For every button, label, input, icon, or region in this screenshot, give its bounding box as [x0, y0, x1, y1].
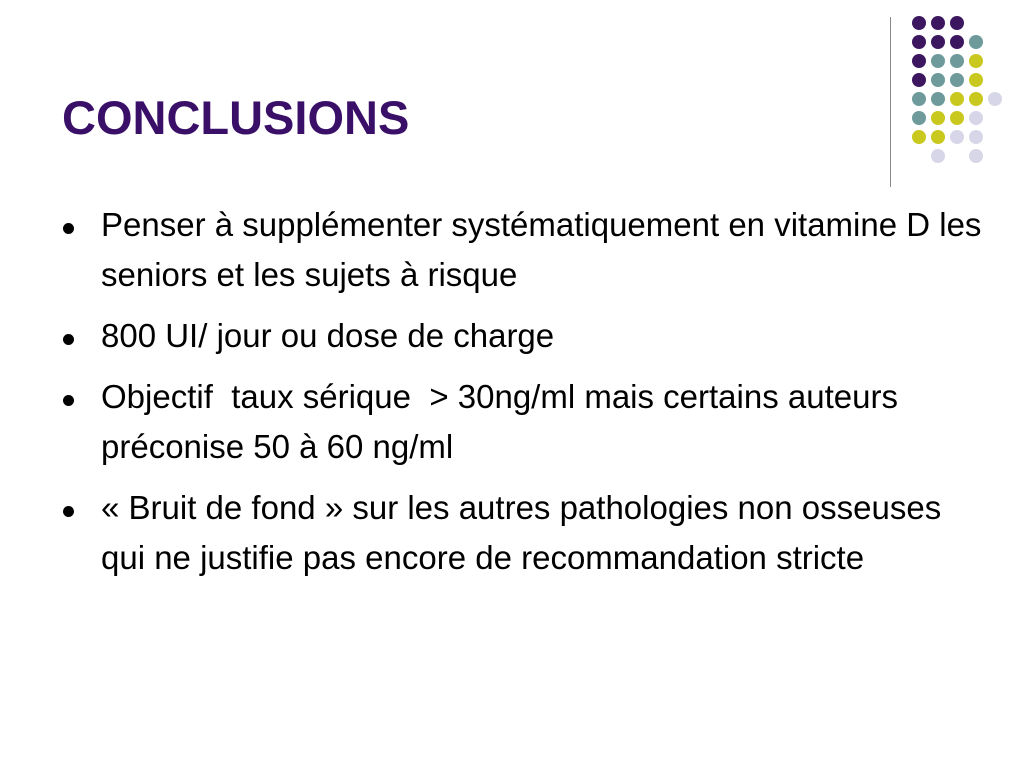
ornament-dot [912, 16, 926, 30]
ornament-dot [950, 73, 964, 87]
ornament-dot [912, 54, 926, 68]
ornament-dot [931, 130, 945, 144]
bullet-text: Objectif taux sérique > 30ng/ml mais certains auteurs préconise 50 à 60 ng/ml [101, 378, 908, 465]
ornament-dot [931, 92, 945, 106]
bullet-dot-icon [63, 506, 74, 517]
ornament-dot [969, 73, 983, 87]
bullet-dot-icon [63, 395, 74, 406]
ornament-dot [950, 35, 964, 49]
ornament-dot [969, 35, 983, 49]
ornament-dot [969, 130, 983, 144]
ornament-dot [950, 111, 964, 125]
ornament-dot [931, 16, 945, 30]
bullet-text: « Bruit de fond » sur les autres pathologies non osseuses qui ne justifie pas encore de recommandation stricte [101, 489, 951, 576]
bullet-item [62, 372, 982, 472]
slide-title: CONCLUSIONS [62, 91, 410, 144]
ornament-dot [969, 92, 983, 106]
bullet-dot-icon [63, 223, 74, 234]
bullet-text: 800 UI/ jour ou dose de charge [101, 317, 555, 354]
ornament-dot [950, 16, 964, 30]
bullet-item [62, 200, 991, 300]
ornament-dot [969, 54, 983, 68]
ornament-dot [912, 92, 926, 106]
ornament-dot [912, 35, 926, 49]
ornament-dot [969, 111, 983, 125]
ornament-dot [931, 35, 945, 49]
ornament-dot [912, 73, 926, 87]
ornament-dot [950, 92, 964, 106]
ornament-dot [912, 111, 926, 125]
ornament-dot [931, 54, 945, 68]
title-divider-line [890, 17, 891, 187]
ornament-dot [950, 54, 964, 68]
ornament-dot [988, 92, 1002, 106]
ornament-dot [931, 73, 945, 87]
ornament-dot [969, 149, 983, 163]
bullet-list [62, 200, 991, 594]
ornament-dot [912, 130, 926, 144]
ornament-dot [931, 149, 945, 163]
bullet-text: Penser à supplémenter systématiquement en vitamine D les seniors et les sujets à risque [101, 206, 991, 293]
bullet-item [62, 311, 982, 361]
ornament-dot [950, 130, 964, 144]
ornament-dot [931, 111, 945, 125]
bullet-item [62, 483, 982, 583]
bullet-dot-icon [63, 334, 74, 345]
